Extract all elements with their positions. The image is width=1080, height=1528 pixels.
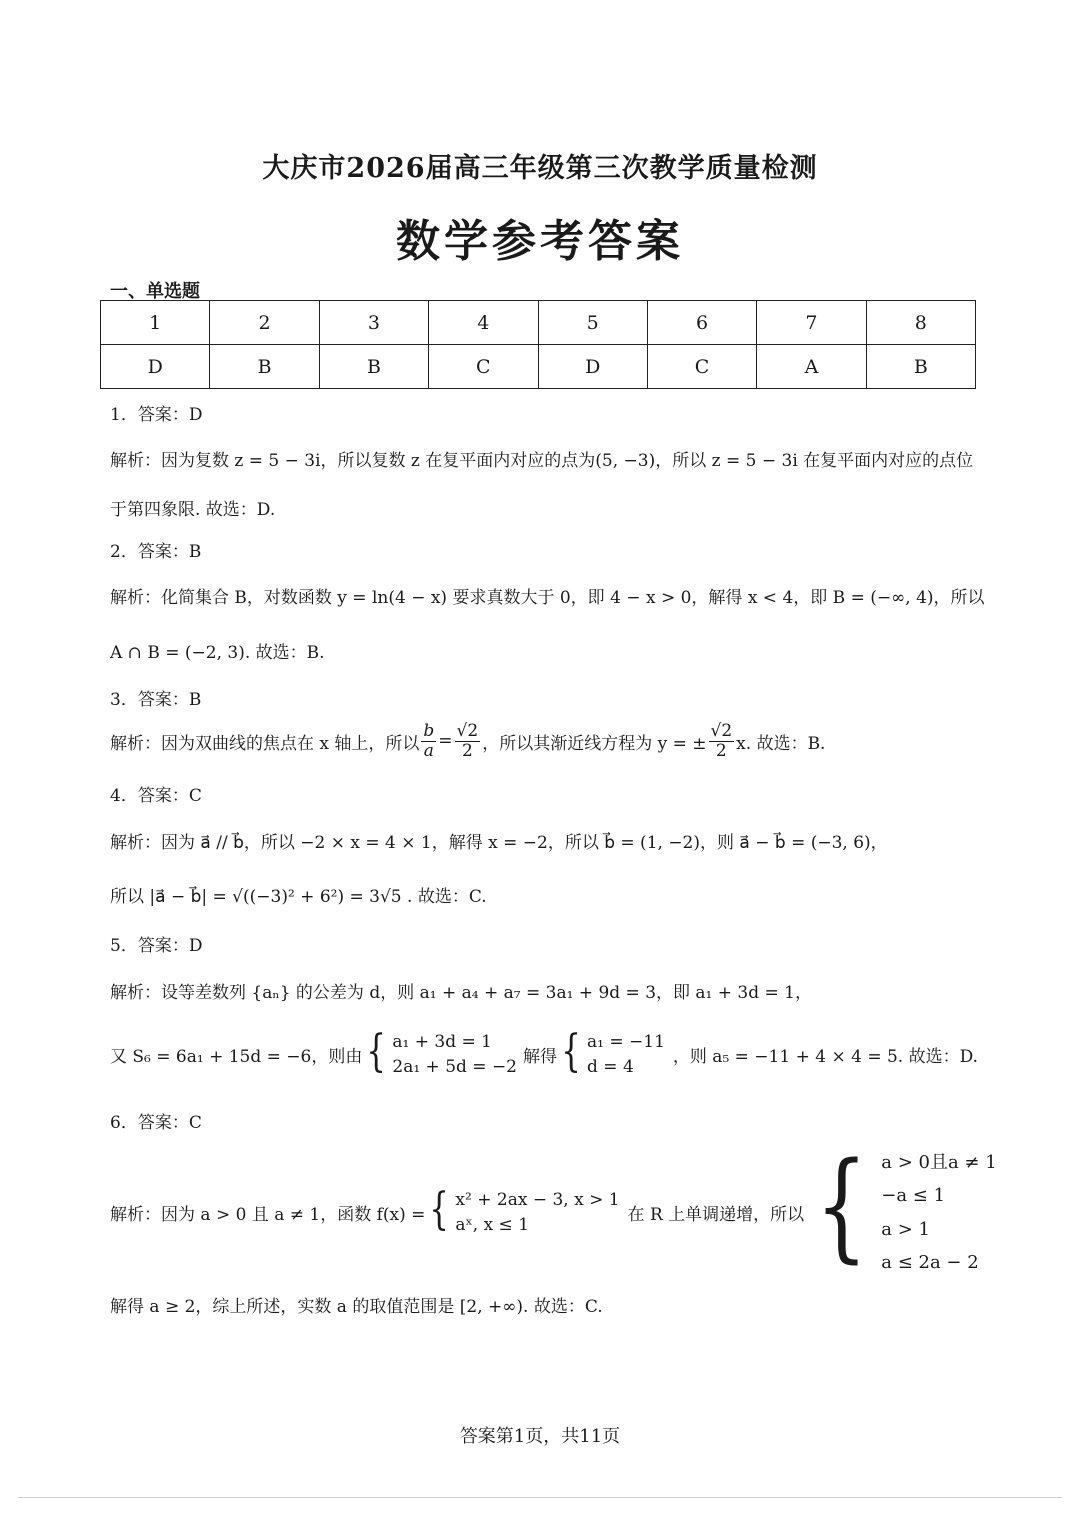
piecewise-function xyxy=(425,1183,620,1237)
fraction xyxy=(421,722,436,760)
fraction-numerator: b xyxy=(423,721,435,741)
q4-answer: 4．答案：C xyxy=(110,786,202,806)
left-brace: { xyxy=(815,1136,868,1274)
table-cell: C xyxy=(647,345,756,389)
q4-solution-line2: 所以 |a⃗ − b⃗| = √((−3)² + 6²) = 3√5 . 故选：C. xyxy=(110,887,487,907)
left-brace: { xyxy=(366,1026,387,1077)
q2-solution-line1: 解析：化简集合 B，对数函数 y = ln(4 − x) 要求真数大于 0，即 4 − x > 0，解得 x < 4，即 B = (−∞, 4)，所以 xyxy=(110,588,985,608)
fraction xyxy=(455,722,481,760)
left-brace: { xyxy=(561,1026,581,1077)
system-row: a₁ + 3d = 1 xyxy=(392,1032,492,1052)
exam-title: 大庆市2026届高三年级第三次教学质量检测 xyxy=(262,153,818,184)
table-cell: 2 xyxy=(210,301,319,345)
q5-solution-line1: 解析：设等差数列 {aₙ} 的公差为 d，则 a₁ + a₄ + a₇ = 3a₁ + 9d = 3，即 a₁ + 3d = 1， xyxy=(110,983,812,1003)
condition-system xyxy=(804,1136,997,1279)
q5-text-1: 又 S₆ = 6a₁ + 15d = −6，则由 xyxy=(110,1047,363,1068)
table-cell: D xyxy=(101,345,210,389)
system-row: 2a₁ + 5d = −2 xyxy=(392,1056,518,1077)
left-brace: { xyxy=(429,1183,450,1235)
q5-text-3: ，则 a₅ = −11 + 4 × 4 = 5. 故选：D. xyxy=(672,1047,979,1068)
system-row: d = 4 xyxy=(587,1056,634,1077)
table-cell: 1 xyxy=(101,301,210,345)
table-cell: D xyxy=(538,345,647,389)
fraction-numerator: √2 xyxy=(710,721,733,741)
table-cell: 4 xyxy=(429,301,538,345)
q3-text-3: ，所以其渐近线方程为 y = ± xyxy=(482,733,707,754)
q6-text-2: 在 R 上单调递增，所以 xyxy=(627,1205,805,1226)
table-cell: A xyxy=(757,345,866,389)
answer-table xyxy=(100,300,976,389)
table-row-numbers xyxy=(101,301,976,345)
q3-solution xyxy=(110,722,825,760)
condition-row: a > 0且a ≠ 1 xyxy=(881,1152,997,1173)
table-cell: 5 xyxy=(538,301,647,345)
q5-solution-line2 xyxy=(110,1026,979,1079)
piecewise-row: x² + 2ax − 3, x > 1 xyxy=(455,1189,620,1210)
q2-answer: 2．答案：B xyxy=(110,542,202,562)
equation-system xyxy=(557,1026,665,1079)
document-title: 数学参考答案 xyxy=(396,216,684,267)
fraction xyxy=(709,722,735,760)
divider xyxy=(18,1497,1062,1498)
condition-row: a ≤ 2a − 2 xyxy=(881,1251,979,1273)
table-cell: B xyxy=(866,345,975,389)
q6-text-1: 解析：因为 a > 0 且 a ≠ 1，函数 f(x) = xyxy=(110,1205,426,1226)
q3-answer: 3．答案：B xyxy=(110,690,202,710)
table-row-answers xyxy=(101,345,976,389)
condition-row: a > 1 xyxy=(881,1218,930,1240)
q6-solution xyxy=(110,1136,997,1279)
table-cell: 6 xyxy=(647,301,756,345)
condition-row: −a ≤ 1 xyxy=(881,1185,946,1207)
q3-text-1: 解析：因为双曲线的焦点在 x 轴上，所以 xyxy=(110,733,420,754)
table-cell: 7 xyxy=(757,301,866,345)
fraction-numerator: √2 xyxy=(456,721,479,741)
q3-text-4: x. 故选：B. xyxy=(736,733,826,754)
piecewise-row: aˣ, x ≤ 1 xyxy=(455,1214,530,1235)
table-cell: B xyxy=(210,345,319,389)
q5-text-2: 解得 xyxy=(523,1047,558,1068)
equation-system xyxy=(362,1026,518,1079)
page-number: 答案第1页，共11页 xyxy=(459,1426,621,1447)
system-row: a₁ = −11 xyxy=(587,1032,665,1052)
fraction-denominator: a xyxy=(423,740,434,761)
q1-solution-line2: 于第四象限. 故选：D. xyxy=(110,500,276,520)
table-cell: 8 xyxy=(866,301,975,345)
q3-text-2: = xyxy=(438,731,453,752)
q1-answer: 1．答案：D xyxy=(110,405,203,425)
section-heading: 一、单选题 xyxy=(110,281,200,302)
table-cell: C xyxy=(429,345,538,389)
fraction-denominator: 2 xyxy=(461,740,473,761)
q2-solution-line2: A ∩ B = (−2, 3). 故选：B. xyxy=(110,643,325,663)
q6-answer: 6．答案：C xyxy=(110,1113,202,1133)
table-cell: B xyxy=(319,345,428,389)
q6-conclusion: 解得 a ≥ 2，综上所述，实数 a 的取值范围是 [2, +∞). 故选：C. xyxy=(110,1297,603,1317)
q4-solution-line1: 解析：因为 a⃗ // b⃗，所以 −2 × x = 4 × 1，解得 x = −2，所以 b⃗ = (1, −2)，则 a⃗ − b⃗ = (−3, 6)， xyxy=(110,833,888,853)
fraction-denominator: 2 xyxy=(715,740,727,761)
q5-answer: 5．答案：D xyxy=(110,936,203,956)
table-cell: 3 xyxy=(319,301,428,345)
q1-solution-line1: 解析：因为复数 z = 5 − 3i，所以复数 z 在复平面内对应的点为(5, −3)，所以 z = 5 − 3i 在复平面内对应的点位 xyxy=(110,451,974,471)
